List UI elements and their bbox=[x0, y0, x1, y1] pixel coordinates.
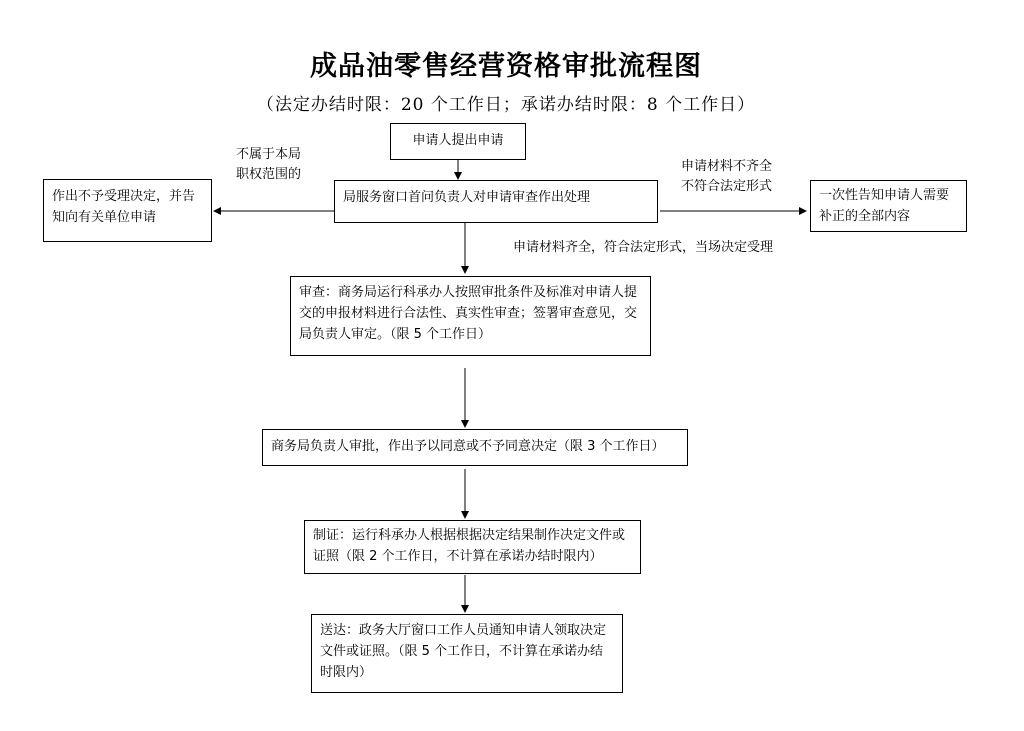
node-certify-text: 制证：运行科承办人根据根据决定结果制作决定文件或证照（限 2 个工作日，不计算在承诺办结时限内） bbox=[313, 528, 626, 564]
node-approve-text: 商务局负责人审批，作出予以同意或不予同意决定（限 3 个工作日） bbox=[271, 439, 665, 454]
node-review bbox=[290, 276, 651, 356]
node-certify bbox=[304, 520, 641, 574]
label-incomplete-1: 申请材料不齐全 bbox=[681, 159, 773, 174]
page-subtitle: （法定办结时限：20 个工作日；承诺办结时限：8 个工作日） bbox=[256, 95, 756, 115]
node-reject-text: 作出不予受理决定，并告知向有关单位申请 bbox=[52, 189, 196, 225]
node-approve bbox=[262, 429, 688, 466]
node-window-text: 局服务窗口首问负责人对申请审查作出处理 bbox=[343, 190, 591, 205]
node-deliver bbox=[311, 614, 623, 693]
node-notify bbox=[810, 180, 967, 232]
node-apply-text: 申请人提出申请 bbox=[412, 133, 504, 148]
node-window bbox=[334, 180, 658, 223]
label-not-jurisdiction-2: 职权范围的 bbox=[236, 167, 302, 182]
node-reject bbox=[43, 179, 212, 242]
node-notify-text: 一次性告知申请人需要补正的全部内容 bbox=[819, 188, 950, 224]
label-accepted: 申请材料齐全，符合法定形式，当场决定受理 bbox=[513, 240, 774, 255]
label-not-jurisdiction-1: 不属于本局 bbox=[236, 147, 302, 162]
node-deliver-text: 送达：政务大厅窗口工作人员通知申请人领取决定文件或证照。（限 5 个工作日，不计算在承诺办结时限内） bbox=[320, 623, 607, 680]
page-title: 成品油零售经营资格审批流程图 bbox=[310, 51, 702, 82]
node-review-text: 审查：商务局运行科承办人按照审批条件及标准对申请人提交的申报材料进行合法性、真实性审查；签署审查意见，交局负责人审定。（限 5 个工作日） bbox=[299, 285, 638, 342]
node-apply bbox=[390, 123, 526, 160]
label-incomplete-2: 不符合法定形式 bbox=[681, 179, 773, 194]
